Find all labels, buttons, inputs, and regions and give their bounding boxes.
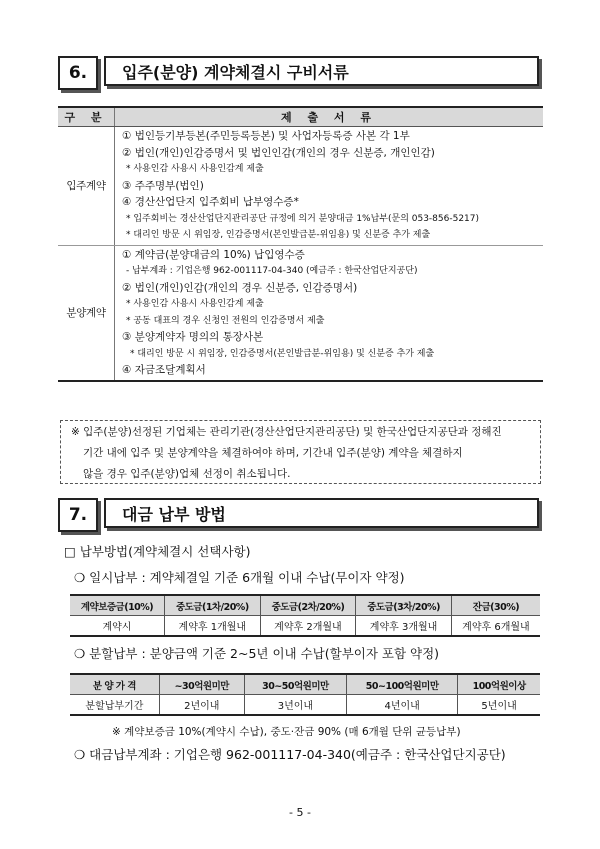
installment-value-row [70,695,540,716]
notice-line: ※ 입주(분양)선정된 기업체는 관리기관(경산산업단지관리공단) 및 한국산업단지공단과 정해진 [71,426,502,438]
category-sale-contract: 분양계약 [58,245,115,381]
document-line: ① 계약금(분양대금의 10%) 납입영수증 [122,248,305,261]
installment-heading: ❍ 분할납부 : 분양금액 기준 2~5년 이내 수납(할부이자 포함 약정) [74,646,440,661]
payment-account-line: ❍ 대금납부계좌 : 기업은행 962-001117-04-340(예금주 : 한국산업단지공단) [74,747,506,762]
notice-line: 기간 내에 입주 및 분양계약을 체결하여야 하며, 기간내 입주(분양) 계약을 체결하지 [83,447,463,459]
group-move-in-contract [58,127,543,246]
installment-header-cell: 30~50억원미만 [244,674,346,695]
lump-value-cell: 계약시 [70,616,165,637]
lump-header-cell: 계약보증금(10%) [70,595,165,616]
document-list [115,245,544,381]
header-documents: 제 출 서 류 [115,107,544,127]
document-note: * 대리인 방문 시 위임장, 인감증명서(본인발급분-위임용) 및 신분증 추가 제출 [126,230,431,240]
document-note: - 납부계좌 : 기업은행 962-001117-04-340 (예금주 : 한국산업단지공단) [126,266,418,276]
section-7-number: 7. [58,498,98,532]
document-note: * 입주회비는 경산산업단지관리공단 규정에 의거 분양대금 1%납부(문의 053-856-5217) [126,213,480,224]
installment-value-cell: 5년이내 [458,695,540,716]
installment-value-cell: 2년이내 [159,695,244,716]
header-category: 구 분 [58,107,115,127]
document-line: ② 법인(개인)인감증명서 및 법인인감(개인의 경우 신분증, 개인인감) [122,146,435,159]
lump-value-cell: 계약후 1개월내 [165,616,261,637]
document-line: ③ 주주명부(법인) [122,179,204,192]
document-line: ④ 경산산업단지 입주회비 납부영수증* [122,196,299,208]
lump-header-cell: 중도금(2차/20%) [260,595,356,616]
installment-header-cell: 100억원이상 [458,674,540,695]
section-6-title: 입주(분양) 계약체결시 구비서류 [104,56,539,86]
installment-table [70,673,540,716]
lump-header-cell: 잔금(30%) [451,595,540,616]
document-note: * 대리인 방문 시 위임장, 인감증명서(본인발급분-위임용) 및 신분증 추가 제출 [130,348,435,359]
lump-value-cell: 계약후 3개월내 [356,616,452,637]
lump-sum-heading: ❍ 일시납부 : 계약체결일 기준 6개월 이내 수납(무이자 약정) [74,570,405,585]
notice-box [60,420,541,484]
document-line: ② 법인(개인)인감(개인의 경우 신분증, 인감증명서) [122,281,358,294]
documents-table-header [58,107,543,127]
lump-header-cell: 중도금(3차/20%) [356,595,452,616]
document-line: ③ 분양계약자 명의의 통장사본 [122,331,264,343]
installment-note: ※ 계약보증금 10%(계약시 수납), 중도·잔금 90% (매 6개월 단위 균등납부) [112,726,461,738]
category-move-in-contract: 입주계약 [58,127,115,246]
document-note: * 사용인감 사용시 사용인감계 제출 [126,299,264,309]
document-note: * 공동 대표의 경우 신청인 전원의 인감증명서 제출 [126,315,325,326]
lump-sum-value-row [70,616,540,637]
installment-header-cell: ~30억원미만 [159,674,244,695]
document-line: ④ 자금조달계획서 [122,364,206,376]
section-6-number: 6. [58,56,98,90]
document-list [115,127,544,246]
document-note: * 사용인감 사용시 사용인감계 제출 [126,164,264,174]
page-number: - 5 - [289,806,311,819]
installment-value-cell: 3년이내 [244,695,346,716]
document-line: ① 법인등기부등본(주민등록등본) 및 사업자등록증 사본 각 1부 [122,130,410,142]
payment-method-heading: □ 납부방법(계약체결시 선택사항) [64,544,251,559]
installment-value-cell: 4년이내 [347,695,458,716]
installment-header-cell: 50~100억원미만 [347,674,458,695]
lump-value-cell: 계약후 6개월내 [451,616,540,637]
lump-value-cell: 계약후 2개월내 [260,616,356,637]
lump-sum-header-row [70,595,540,616]
notice-line: 않을 경우 입주(분양)업체 선정이 취소됩니다. [83,468,291,480]
lump-sum-table [70,594,540,637]
lump-header-cell: 중도금(1차/20%) [165,595,261,616]
installment-value-cell: 분할납부기간 [70,695,159,716]
section-7-title: 대금 납부 방법 [104,498,539,528]
installment-header-cell: 분 양 가 격 [70,674,159,695]
group-sale-contract [58,245,543,381]
documents-table [58,106,543,382]
installment-header-row [70,674,540,695]
